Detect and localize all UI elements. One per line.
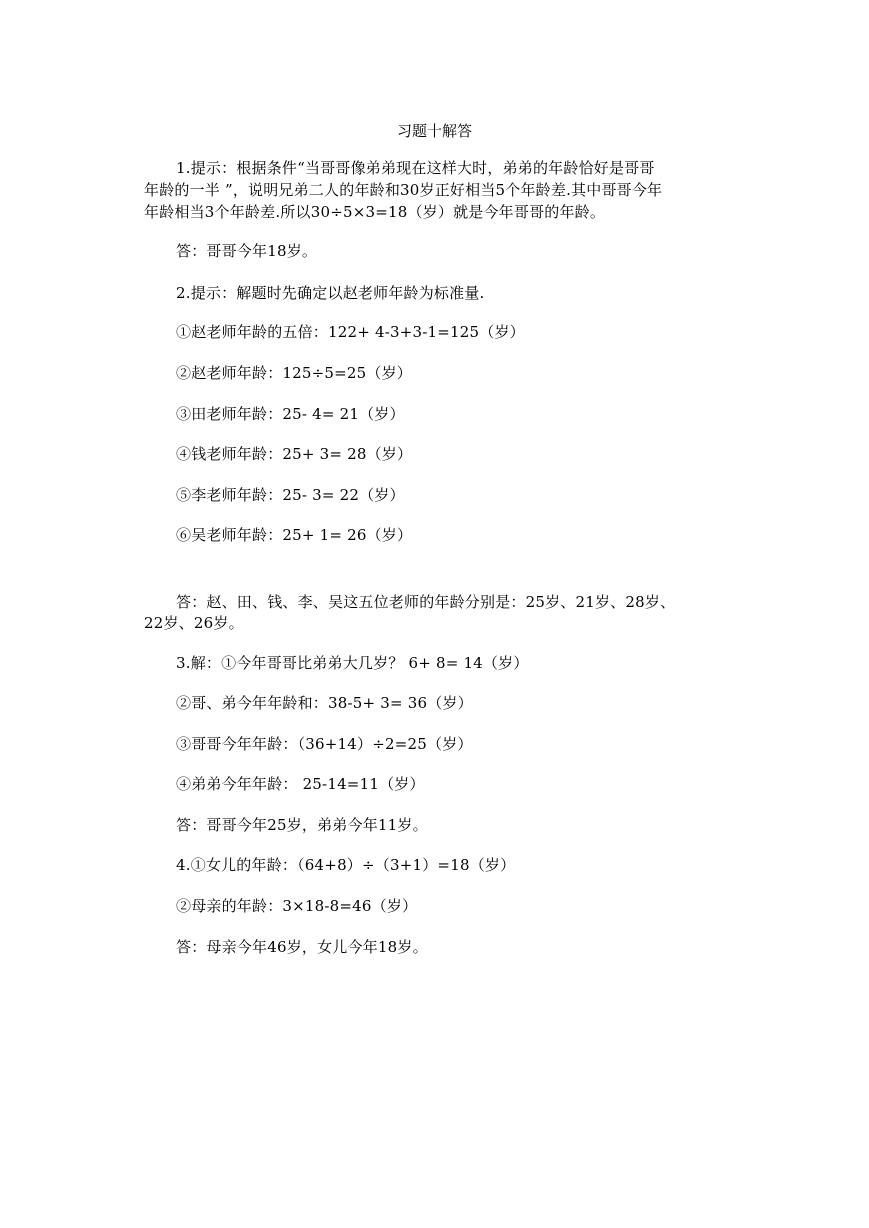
answer-3: 答：哥哥今年25岁，弟弟今年11岁。 xyxy=(176,816,428,834)
answer-4: 答：母亲今年46岁，女儿今年18岁。 xyxy=(176,938,428,956)
step-4-1: 4.①女儿的年龄：（64+8）÷（3+1）=18（岁） xyxy=(176,856,516,874)
step-2-5: ⑤李老师年龄：25- 3= 22（岁） xyxy=(176,486,405,504)
step-3-2: ②哥、弟今年年龄和：38-5+ 3= 36（岁） xyxy=(176,694,473,712)
step-3-1: 3.解：①今年哥哥比弟弟大几岁？ 6+ 8= 14（岁） xyxy=(176,654,529,672)
step-2-3: ③田老师年龄：25- 4= 21（岁） xyxy=(176,405,405,423)
answer-1: 答：哥哥今年18岁。 xyxy=(176,242,318,260)
hint-2: 2.提示：解题时先确定以赵老师年龄为标准量. xyxy=(176,284,485,302)
answer-2-line-1: 答：赵、田、钱、李、吴这五位老师的年龄分别是：25岁、21岁、28岁、 xyxy=(176,593,676,611)
hint-1-line-3: 年龄相当3个年龄差.所以30÷5×3=18（岁）就是今年哥哥的年龄。 xyxy=(144,203,606,221)
hint-1-line-1: 1.提示：根据条件“当哥哥像弟弟现在这样大时，弟弟的年龄恰好是哥哥 xyxy=(176,159,655,177)
hint-1-line-2: 年龄的一半 ”，说明兄弟二人的年龄和30岁正好相当5个年龄差.其中哥哥今年 xyxy=(144,181,663,199)
document-title: 习题十解答 xyxy=(396,122,472,140)
answer-2-line-2: 22岁、26岁。 xyxy=(144,614,244,632)
step-2-6: ⑥吴老师年龄：25+ 1= 26（岁） xyxy=(176,526,413,544)
step-4-2: ②母亲的年龄：3×18-8=46（岁） xyxy=(176,897,418,915)
step-2-4: ④钱老师年龄：25+ 3= 28（岁） xyxy=(176,445,413,463)
step-2-2: ②赵老师年龄：125÷5=25（岁） xyxy=(176,364,412,382)
step-3-4: ④弟弟今年年龄： 25-14=11（岁） xyxy=(176,775,425,793)
step-2-1: ①赵老师年龄的五倍：122+ 4-3+3-1=125（岁） xyxy=(176,323,525,341)
step-3-3: ③哥哥今年年龄：（36+14）÷2=25（岁） xyxy=(176,735,473,753)
